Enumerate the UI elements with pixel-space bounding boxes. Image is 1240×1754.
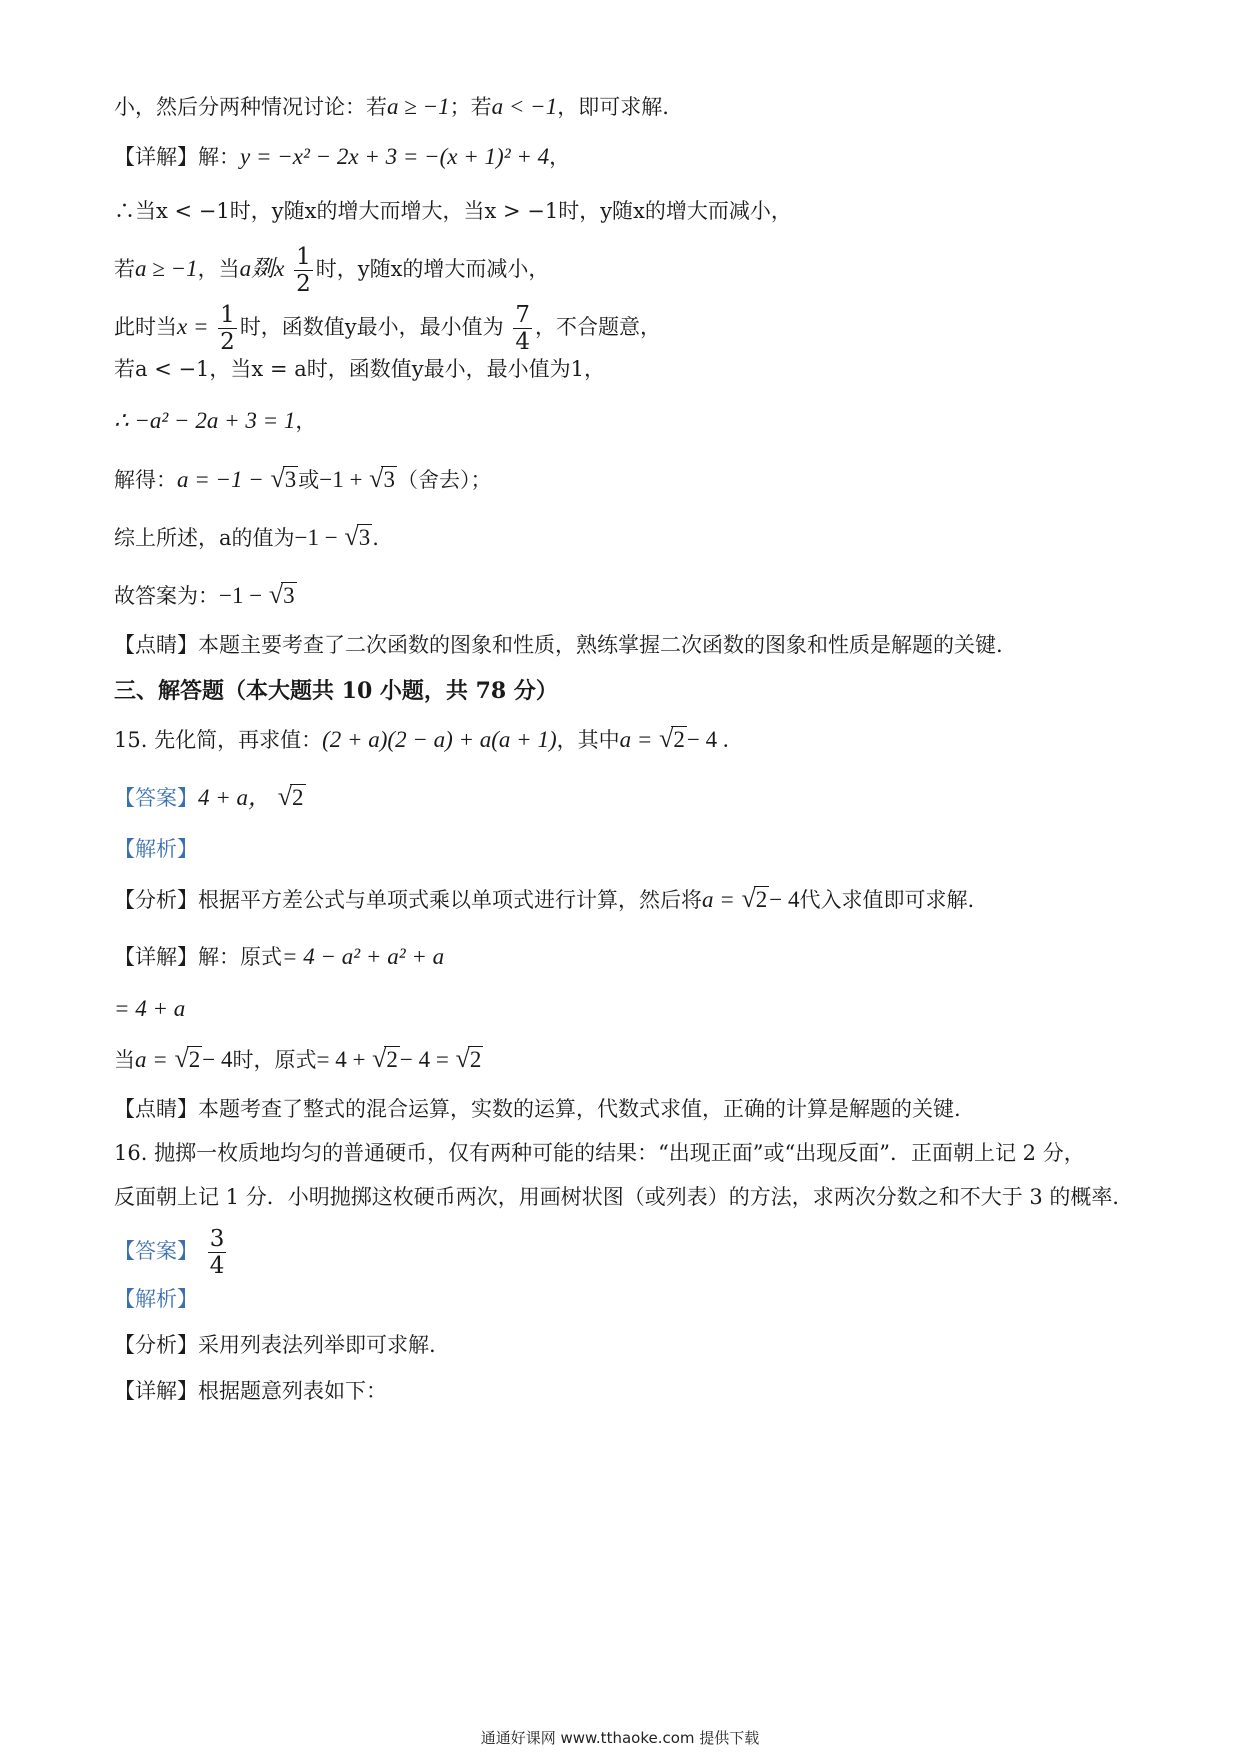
- detail-line-8: 综上所述，a的值为−1 − √3.: [114, 522, 379, 551]
- analysis-tag-16: 【解析】: [114, 1287, 198, 1311]
- fenxi-tag: 【分析】: [114, 888, 198, 912]
- question-15: 15. 先化简，再求值：(2 + a)(2 − a) + a(a + 1)，其中a = √2− 4 .: [114, 724, 729, 753]
- question-16-line-2: 反面朝上记 1 分．小明抛掷这枚硬币两次，用画树状图（或列表）的方法，求两次分数之和不大于 3 的概率．: [114, 1185, 1134, 1209]
- point-tag: 【点睛】: [114, 633, 198, 657]
- detail-line-7: 解得：a = −1 − √3或−1 + √3（舍去）；: [114, 464, 492, 493]
- detail-tag: 【详解】: [114, 145, 198, 169]
- page-footer: 通通好课网 www.tthaoke.com 提供下载: [480, 1729, 760, 1747]
- sqrt: √2: [174, 1044, 201, 1073]
- sqrt: √2: [372, 1044, 398, 1073]
- fraction: $\frac{7}{4}$: [515, 302, 531, 355]
- detail-15-line-3: 当a = √2− 4时，原式= 4 + √2− 4 = √2: [114, 1044, 482, 1073]
- detail-line-1: 【详解】解：y = −x² − 2x + 3 = −(x + 1)² + 4，: [114, 144, 571, 169]
- detail-16: 【详解】根据题意列表如下：: [114, 1379, 387, 1403]
- fraction: $\frac{3}{4}$: [209, 1226, 225, 1279]
- detail-tag: 【详解】: [114, 1379, 198, 1403]
- sqrt: √3: [344, 522, 371, 551]
- sqrt: √3: [369, 464, 395, 493]
- detail-15-line-2: = 4 + a: [114, 996, 186, 1021]
- sqrt: √3: [268, 580, 295, 609]
- final-answer-line: 故答案为：−1 − √3: [114, 580, 295, 609]
- fraction: $\frac{1}{2}$: [220, 302, 235, 355]
- fenxi-15: 【分析】根据平方差公式与单项式乘以单项式进行计算，然后将a = √2− 4代入求值即可求解.: [114, 884, 975, 913]
- sqrt: √2: [659, 724, 685, 753]
- answer-tag: 【答案】: [114, 1239, 198, 1263]
- analysis-tag-15: 【解析】: [114, 837, 198, 861]
- fenxi-tag: 【分析】: [114, 1333, 198, 1357]
- detail-line-2: ∴当x < −1时，y随x的增大而增大，当x > −1时，y随x的增大而减小，: [114, 199, 792, 223]
- section-heading: 三、解答题（本大题共 10 小题，共 78 分）: [114, 678, 558, 704]
- detail-line-4: 此时当x = $\frac{1}{2}$ 时，函数值y最小，最小值为 $\frac{7}{4}$ ，不合题意，: [114, 302, 662, 355]
- line-intro: 小，然后分两种情况讨论：若a ≥ −1；若a < −1，即可求解.: [114, 94, 669, 119]
- point-line: 【点睛】本题主要考查了二次函数的图象和性质，熟练掌握二次函数的图象和性质是解题的关键.: [114, 633, 1003, 657]
- detail-line-5: 若a < −1，当x = a时，函数值y最小，最小值为1，: [114, 357, 605, 381]
- detail-line-6: ∴ −a² − 2a + 3 = 1，: [114, 408, 317, 433]
- fenxi-16: 【分析】采用列表法列举即可求解.: [114, 1333, 436, 1357]
- detail-15-line-1: 【详解】解：原式= 4 − a² + a² + a: [114, 944, 445, 969]
- sqrt: √3: [270, 464, 297, 493]
- point-tag: 【点睛】: [114, 1097, 198, 1121]
- detail-line-3: 若a ≥ −1，当a剟x $\frac{1}{2}$ 时，y随x的增大而减小，: [114, 244, 550, 297]
- detail-tag: 【详解】: [114, 945, 198, 969]
- point-15: 【点睛】本题考查了整式的混合运算，实数的运算，代数式求值，正确的计算是解题的关键.: [114, 1097, 961, 1121]
- sqrt: √2: [277, 782, 304, 811]
- question-16-line-1: 16. 抛掷一枚质地均匀的普通硬币，仅有两种可能的结果：“出现正面”或“出现反面”．正面朝上记 2 分，: [114, 1141, 1085, 1165]
- fraction: $\frac{1}{2}$: [296, 244, 311, 297]
- sqrt: √2: [455, 1044, 482, 1073]
- answer-16: [114, 1226, 1126, 1279]
- sqrt: √2: [741, 884, 768, 913]
- answer-15: 【答案】4 + a， √2: [114, 782, 304, 811]
- answer-tag: 【答案】: [114, 786, 198, 810]
